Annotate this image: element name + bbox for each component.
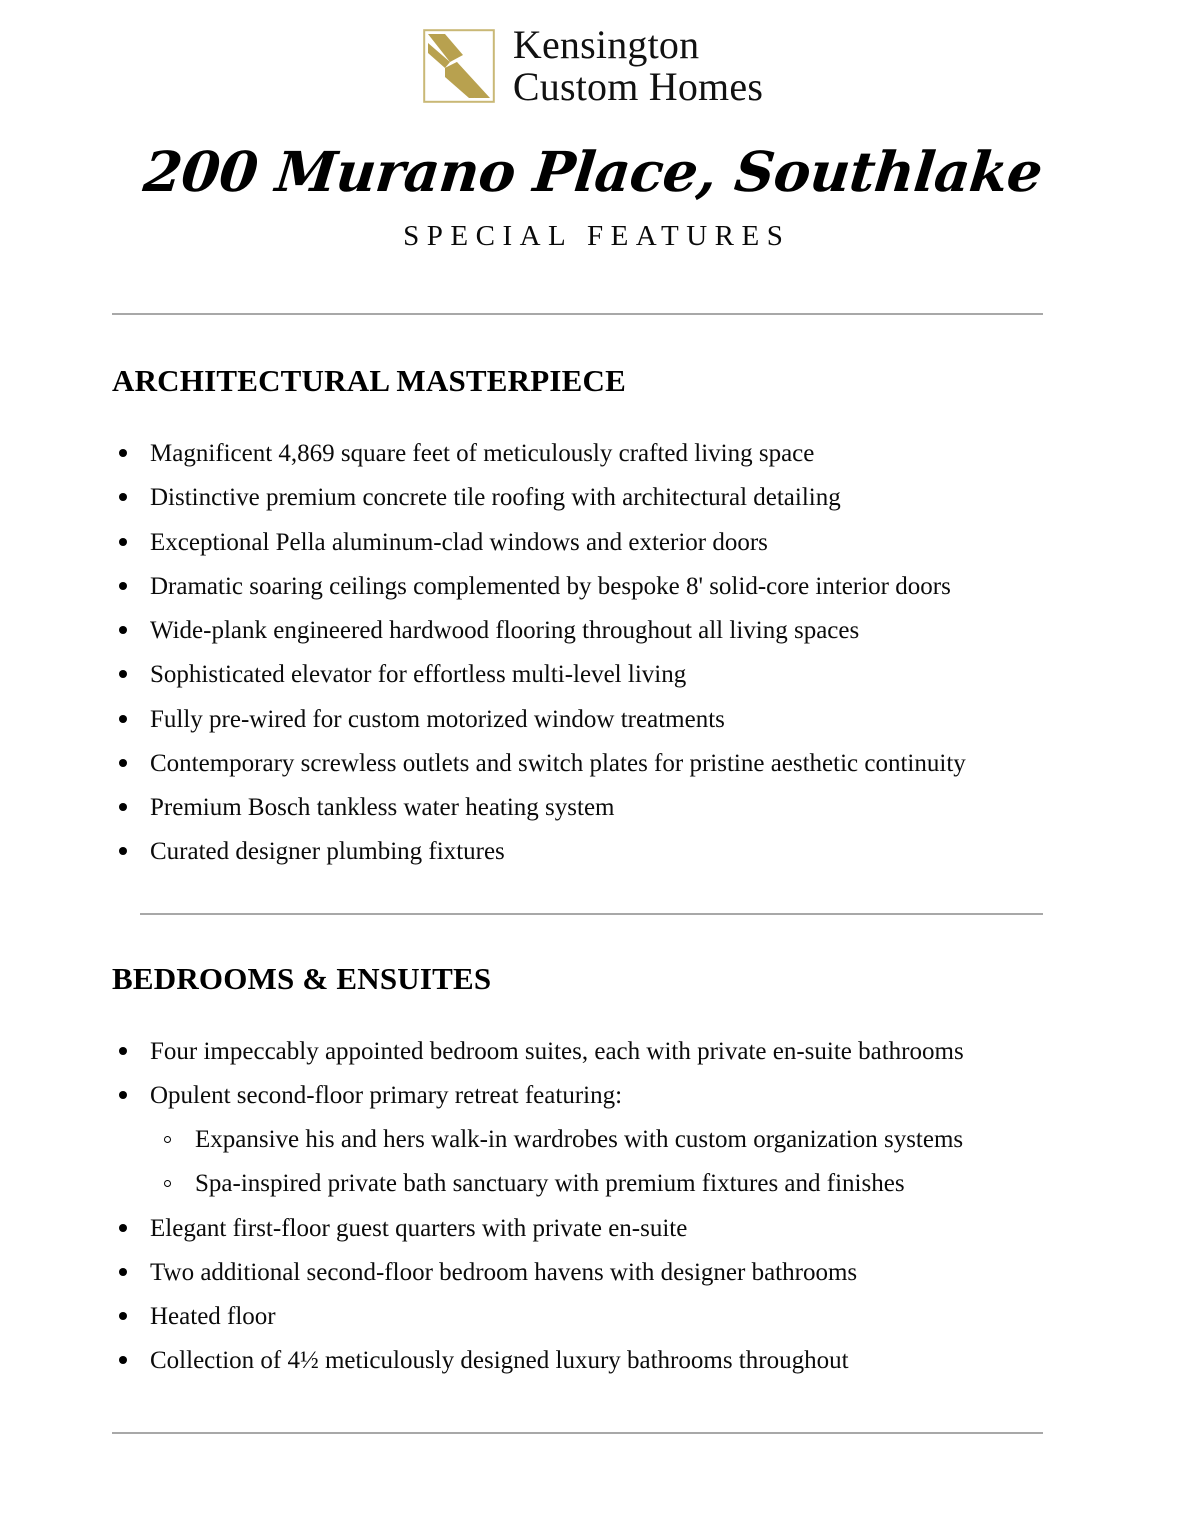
list-item — [112, 1035, 1074, 1068]
list-item-label: Wide-plank engineered hardwood flooring throughout all living spaces — [150, 617, 860, 645]
bullet-icon — [119, 670, 127, 678]
list-item — [112, 703, 1074, 736]
bullet-icon — [119, 1224, 127, 1232]
list-item-label: Expansive his and hers walk-in wardrobes with custom organization systems — [195, 1126, 964, 1154]
list-item — [150, 1123, 1074, 1156]
list-item — [112, 658, 1074, 691]
list-item-label: Dramatic soaring ceilings complemented by bespoke 8' solid-core interior doors — [150, 572, 951, 600]
bullet-icon — [119, 759, 127, 767]
list-item — [112, 570, 1074, 603]
list-item-label: Spa-inspired private bath sanctuary with premium fixtures and finishes — [195, 1170, 905, 1198]
list-item-label: Fully pre-wired for custom motorized window treatments — [150, 705, 725, 733]
bullet-icon — [119, 715, 127, 723]
feature-list — [112, 1035, 1074, 1378]
list-item — [150, 1167, 1074, 1200]
bullet-icon — [119, 626, 127, 634]
list-item-label: Premium Bosch tankless water heating system — [150, 794, 615, 822]
bullet-icon — [119, 1047, 127, 1055]
section-bedrooms-ensuites — [0, 915, 1186, 1378]
hollow-bullet-icon — [164, 1180, 171, 1187]
bullet-icon — [119, 1091, 127, 1099]
list-item-label: Curated designer plumbing fixtures — [150, 838, 505, 866]
brand-name-line-2: Custom Homes — [512, 63, 764, 109]
bullet-icon — [119, 803, 127, 811]
list-item — [112, 1344, 1074, 1377]
list-item-label: Magnificent 4,869 square feet of meticulously crafted living space — [150, 440, 815, 468]
bullet-icon — [119, 449, 127, 457]
divider-bottom — [112, 1432, 1043, 1434]
list-item — [112, 1300, 1074, 1333]
list-item-label: Distinctive premium concrete tile roofing with architectural detailing — [150, 484, 841, 512]
feature-list — [112, 437, 1074, 869]
list-item-label: Exceptional Pella aluminum-clad windows and exterior doors — [150, 528, 768, 556]
bullet-icon — [119, 493, 127, 501]
list-item — [112, 481, 1074, 514]
list-item — [112, 614, 1074, 647]
list-item-label: Four impeccably appointed bedroom suites, each with private en-suite bathrooms — [150, 1037, 964, 1065]
bullet-icon — [119, 1312, 127, 1320]
brand-wordmark — [513, 24, 763, 107]
list-item — [112, 1212, 1074, 1245]
hollow-bullet-icon — [164, 1136, 171, 1143]
list-item — [112, 1079, 1074, 1201]
list-item — [112, 526, 1074, 559]
list-item — [112, 1256, 1074, 1289]
bullet-icon — [119, 1268, 127, 1276]
list-item-label: Elegant first-floor guest quarters with private en-suite — [150, 1214, 688, 1242]
list-item — [112, 437, 1074, 470]
list-item — [112, 747, 1074, 780]
brand-masthead — [0, 0, 1186, 107]
list-item-label: Contemporary screwless outlets and switch plates for pristine aesthetic continuity — [150, 749, 966, 777]
kensington-k-monogram-icon — [423, 29, 495, 103]
bullet-icon — [119, 538, 127, 546]
list-item — [112, 835, 1074, 868]
list-item-label: Opulent second-floor primary retreat featuring: — [150, 1081, 623, 1109]
list-item — [112, 791, 1074, 824]
list-item-label: Two additional second-floor bedroom havens with designer bathrooms — [150, 1258, 858, 1286]
section-architectural-masterpiece — [0, 315, 1186, 869]
list-item-label: Sophisticated elevator for effortless multi-level living — [150, 661, 687, 689]
section-heading: BEDROOMS & ENSUITES — [112, 960, 492, 996]
sub-feature-list — [150, 1123, 1074, 1201]
section-heading: ARCHITECTURAL MASTERPIECE — [112, 363, 627, 399]
bullet-icon — [119, 1356, 127, 1364]
page-subtitle: SPECIAL FEATURES — [403, 220, 791, 253]
list-item-label: Heated floor — [150, 1303, 276, 1331]
bullet-icon — [119, 582, 127, 590]
brand-name-line-1: Kensington — [512, 22, 700, 67]
page-title: 200 Murano Place, Southlake — [140, 139, 1046, 205]
list-item-label: Collection of 4½ meticulously designed luxury bathrooms throughout — [150, 1347, 849, 1375]
bullet-icon — [119, 847, 127, 855]
